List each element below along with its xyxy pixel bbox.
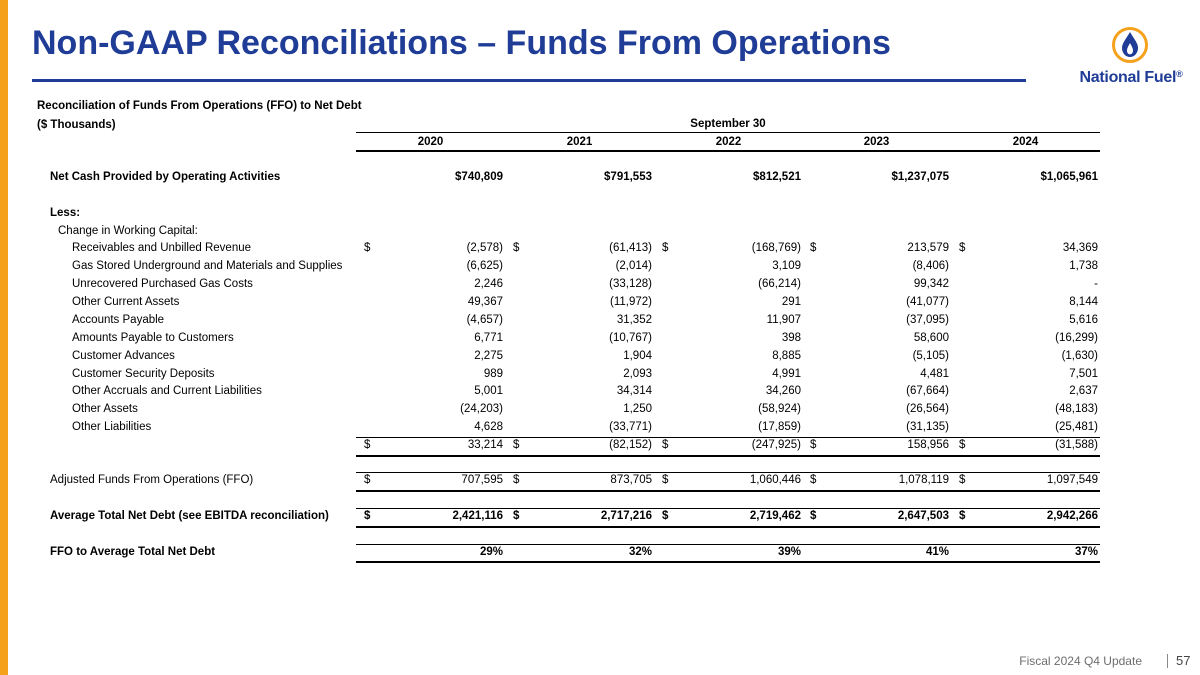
value-cell-2020: 2,275 — [474, 350, 503, 362]
value-cell-2023: 99,342 — [913, 278, 949, 290]
value-cell-2020: 49,367 — [467, 296, 503, 308]
value-cell-2024: (31,588) — [1055, 439, 1098, 451]
currency-symbol: $ — [810, 474, 817, 486]
value-cell-2021: $791,553 — [604, 171, 652, 183]
row-label: Other Current Assets — [72, 296, 180, 308]
row-label: Accounts Payable — [72, 314, 165, 326]
row-label: Net Cash Provided by Operating Activities — [50, 171, 281, 183]
table-row — [0, 207, 1200, 225]
value-cell-2024: 2,942,266 — [1046, 510, 1098, 522]
table-row — [0, 385, 1200, 403]
net-debt-rule-bottom — [356, 526, 1100, 528]
table-heading: Reconciliation of Funds From Operations (FFO) to Net Debt — [37, 100, 362, 112]
value-cell-2021: 2,717,216 — [600, 510, 652, 522]
row-label: Other Accruals and Current Liabilities — [72, 385, 262, 397]
value-cell-2023: 1,078,119 — [898, 474, 949, 486]
value-cell-2023: 4,481 — [920, 368, 949, 380]
currency-symbol: $ — [662, 439, 669, 451]
value-cell-2024: 7,501 — [1069, 368, 1098, 380]
ffo-rule-top — [356, 472, 1100, 473]
value-cell-2020: 707,595 — [461, 474, 503, 486]
row-label: Unrecovered Purchased Gas Costs — [72, 278, 253, 290]
currency-symbol: $ — [959, 242, 966, 254]
value-cell-2021: 32% — [628, 546, 652, 558]
company-logo — [1074, 26, 1188, 92]
footer-divider — [1167, 654, 1168, 668]
value-cell-2022: 8,885 — [772, 350, 801, 362]
currency-symbol: $ — [662, 474, 669, 486]
value-cell-2023: (41,077) — [906, 296, 949, 308]
value-cell-2022: 4,991 — [772, 368, 801, 380]
value-cell-2023: (8,406) — [912, 260, 949, 272]
currency-symbol: $ — [513, 242, 520, 254]
value-cell-2024: (25,481) — [1055, 421, 1098, 433]
value-cell-2020: 2,246 — [474, 278, 503, 290]
value-cell-2023: 213,579 — [907, 242, 949, 254]
table-row — [0, 296, 1200, 314]
value-cell-2023: $1,237,075 — [891, 171, 949, 183]
value-cell-2022: 398 — [781, 332, 801, 344]
value-cell-2022: 39% — [777, 546, 801, 558]
row-label: Other Liabilities — [72, 421, 152, 433]
year-header-2024: 2024 — [1012, 136, 1039, 148]
logo-name: National Fuel — [1079, 69, 1177, 86]
value-cell-2020: 29% — [479, 546, 503, 558]
row-label: Customer Advances — [72, 350, 175, 362]
flame-icon — [1111, 26, 1149, 64]
net-debt-rule-top — [356, 508, 1100, 509]
value-cell-2021: (11,972) — [610, 296, 652, 308]
value-cell-2024: 34,369 — [1062, 242, 1098, 254]
year-header-2023: 2023 — [863, 136, 890, 148]
row-label: Adjusted Funds From Operations (FFO) — [50, 474, 254, 486]
row-label: Average Total Net Debt (see EBITDA reconciliation) — [50, 510, 329, 522]
currency-symbol: $ — [810, 510, 817, 522]
ratio-rule-bottom — [356, 561, 1100, 563]
currency-symbol: $ — [364, 474, 371, 486]
row-label: Change in Working Capital: — [58, 225, 198, 237]
value-cell-2020: (24,203) — [460, 403, 503, 415]
value-cell-2024: 2,637 — [1069, 385, 1098, 397]
value-cell-2022: (58,924) — [758, 403, 801, 415]
table-row — [0, 368, 1200, 386]
ffo-rule-bottom — [356, 490, 1100, 492]
value-cell-2020: 5,001 — [474, 385, 503, 397]
value-cell-2022: $812,521 — [753, 171, 801, 183]
year-header-2022: 2022 — [715, 136, 742, 148]
value-cell-2023: (37,095) — [906, 314, 949, 326]
value-cell-2021: 2,093 — [623, 368, 652, 380]
currency-symbol: $ — [959, 510, 966, 522]
page-number: 57 — [1176, 653, 1191, 668]
table-units: ($ Thousands) — [37, 119, 116, 131]
value-cell-2021: (2,014) — [615, 260, 652, 272]
table-row — [0, 278, 1200, 296]
value-cell-2022: 1,060,446 — [749, 474, 801, 486]
currency-symbol: $ — [364, 439, 371, 451]
subtotal-rule-bottom — [356, 455, 1100, 457]
value-cell-2024: 5,616 — [1069, 314, 1098, 326]
ratio-rule-top — [356, 544, 1100, 545]
currency-symbol: $ — [810, 242, 817, 254]
currency-symbol: $ — [662, 510, 669, 522]
table-row — [0, 314, 1200, 332]
value-cell-2022: 34,260 — [765, 385, 801, 397]
value-cell-2023: (31,135) — [906, 421, 949, 433]
value-cell-2021: 31,352 — [616, 314, 652, 326]
value-cell-2023: (5,105) — [912, 350, 949, 362]
row-label: Gas Stored Underground and Materials and Supplies — [72, 260, 343, 272]
currency-symbol: $ — [810, 439, 817, 451]
row-label: Other Assets — [72, 403, 138, 415]
value-cell-2024: 1,738 — [1069, 260, 1098, 272]
value-cell-2020: (6,625) — [466, 260, 503, 272]
currency-symbol: $ — [364, 242, 371, 254]
logo-trademark: ® — [1176, 69, 1183, 79]
currency-symbol: $ — [513, 474, 520, 486]
period-label: September 30 — [690, 118, 766, 130]
value-cell-2023: 158,956 — [907, 439, 949, 451]
table-row — [0, 260, 1200, 278]
currency-symbol: $ — [364, 510, 371, 522]
year-header-2020: 2020 — [417, 136, 444, 148]
value-cell-2022: (247,925) — [751, 439, 801, 451]
page-title: Non-GAAP Reconciliations – Funds From Operations — [32, 24, 891, 62]
currency-symbol: $ — [513, 439, 520, 451]
value-cell-2024: (1,630) — [1061, 350, 1098, 362]
currency-symbol: $ — [513, 510, 520, 522]
row-label: Customer Security Deposits — [72, 368, 215, 380]
value-cell-2022: 11,907 — [766, 314, 801, 326]
value-cell-2022: (66,214) — [758, 278, 801, 290]
value-cell-2024: - — [1094, 278, 1098, 290]
value-cell-2024: (48,183) — [1055, 403, 1098, 415]
logo-wordmark — [1074, 69, 1188, 87]
value-cell-2023: 41% — [925, 546, 949, 558]
row-label: FFO to Average Total Net Debt — [50, 546, 216, 558]
header-rule-top — [356, 132, 1100, 133]
header-rule-bottom — [356, 150, 1100, 152]
value-cell-2024: 8,144 — [1069, 296, 1098, 308]
table-row — [0, 171, 1200, 189]
row-label: Receivables and Unbilled Revenue — [72, 242, 252, 254]
value-cell-2021: 1,904 — [623, 350, 652, 362]
row-label: Amounts Payable to Customers — [72, 332, 234, 344]
value-cell-2023: (26,564) — [906, 403, 949, 415]
currency-symbol: $ — [662, 242, 669, 254]
value-cell-2024: $1,065,961 — [1040, 171, 1098, 183]
value-cell-2022: 291 — [781, 296, 801, 308]
value-cell-2022: (168,769) — [751, 242, 801, 254]
value-cell-2020: 2,421,116 — [452, 510, 503, 522]
value-cell-2021: (33,771) — [609, 421, 652, 433]
value-cell-2021: 1,250 — [623, 403, 652, 415]
value-cell-2022: (17,859) — [758, 421, 801, 433]
footer-text: Fiscal 2024 Q4 Update — [1019, 654, 1142, 668]
value-cell-2021: (10,767) — [609, 332, 652, 344]
table-row — [0, 350, 1200, 368]
value-cell-2023: 2,647,503 — [897, 510, 949, 522]
value-cell-2020: (4,657) — [466, 314, 503, 326]
table-row — [0, 225, 1200, 243]
value-cell-2022: 3,109 — [772, 260, 801, 272]
table-row — [0, 403, 1200, 421]
value-cell-2020: (2,578) — [466, 242, 503, 254]
year-header-2021: 2021 — [566, 136, 593, 148]
value-cell-2020: 6,771 — [474, 332, 503, 344]
currency-symbol: $ — [959, 439, 966, 451]
value-cell-2023: (67,664) — [906, 385, 949, 397]
row-label: Less: — [50, 207, 81, 219]
value-cell-2021: 34,314 — [616, 385, 652, 397]
value-cell-2021: (33,128) — [609, 278, 652, 290]
value-cell-2021: (82,152) — [609, 439, 652, 451]
value-cell-2020: 989 — [483, 368, 503, 380]
value-cell-2021: 873,705 — [610, 474, 652, 486]
value-cell-2022: 2,719,462 — [749, 510, 801, 522]
value-cell-2024: 37% — [1074, 546, 1098, 558]
title-underline — [32, 79, 1026, 82]
value-cell-2021: (61,413) — [609, 242, 652, 254]
value-cell-2020: 33,214 — [467, 439, 503, 451]
table-row — [0, 242, 1200, 260]
value-cell-2023: 58,600 — [913, 332, 949, 344]
value-cell-2024: 1,097,549 — [1046, 474, 1098, 486]
value-cell-2020: 4,628 — [474, 421, 503, 433]
currency-symbol: $ — [959, 474, 966, 486]
table-row — [0, 332, 1200, 350]
value-cell-2024: (16,299) — [1055, 332, 1098, 344]
subtotal-rule-top — [356, 437, 1100, 438]
value-cell-2020: $740,809 — [455, 171, 503, 183]
